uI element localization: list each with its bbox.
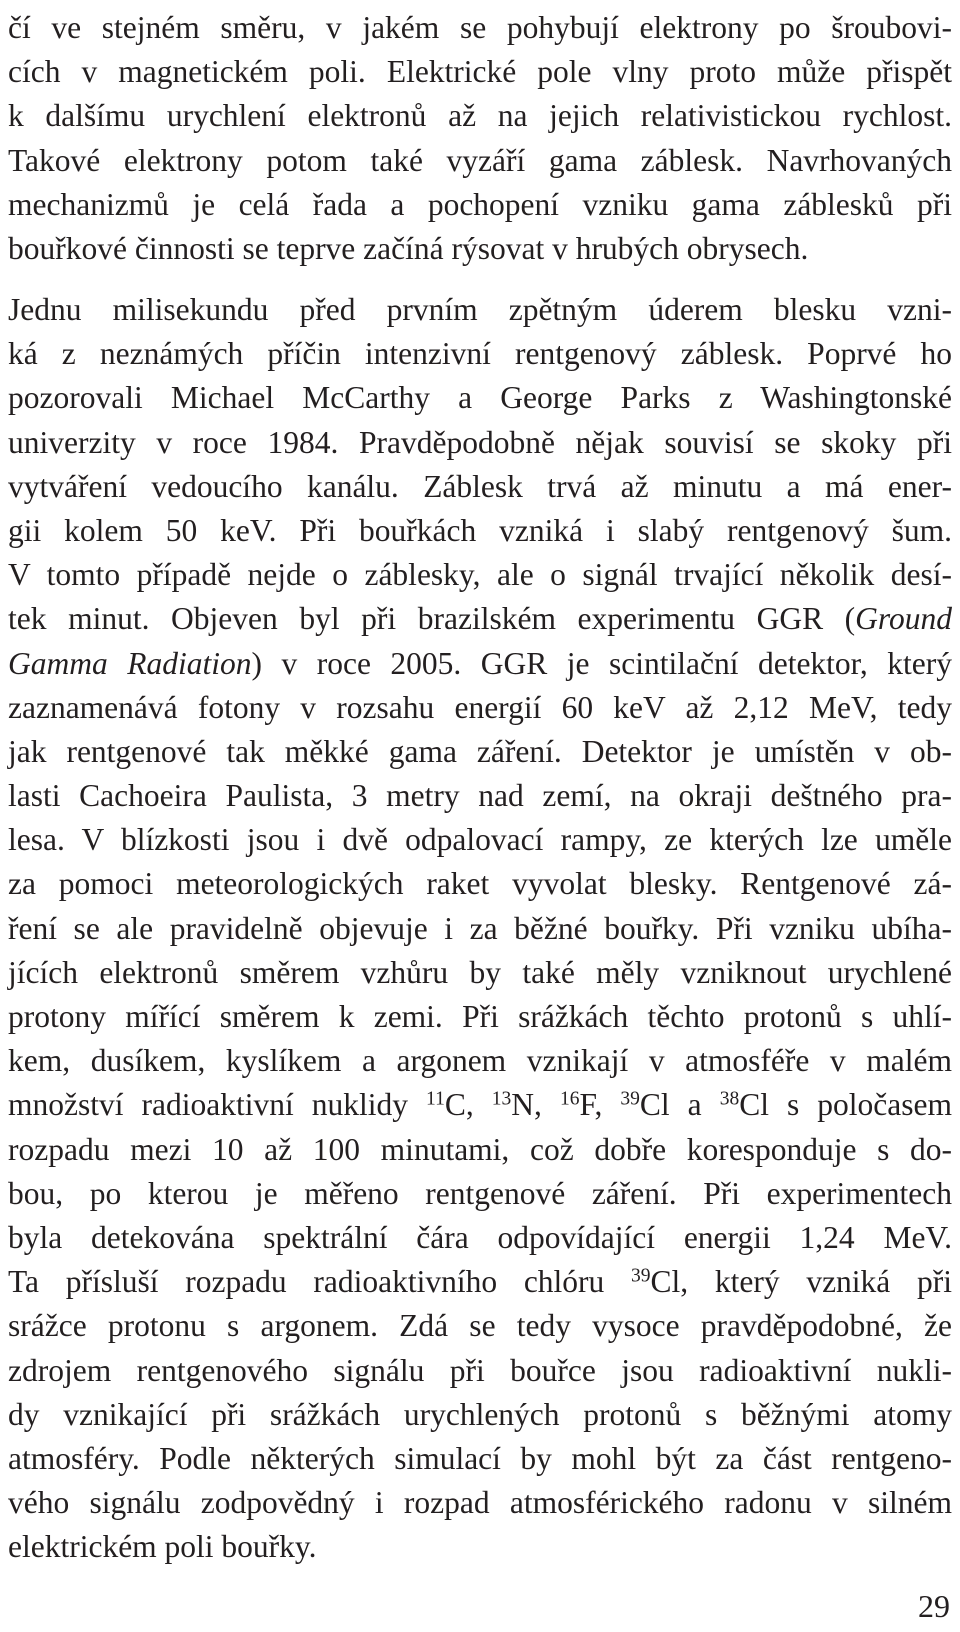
text-line: čí ve stejném směru, v jakém se pohybují elektrony po šroubovi- <box>8 10 952 45</box>
text-line-isotopes <box>8 1083 952 1127</box>
text-line <box>8 597 952 641</box>
text-line: atmosféry. Podle některých simulací by mohl být za část rentgeno- <box>8 1440 952 1476</box>
italic-term: Gamma Radiation <box>8 645 252 681</box>
mass-number: 11 <box>426 1088 445 1110</box>
paragraph-1 <box>8 6 952 271</box>
text-line: lesa. V blízkosti jsou i dvě odpalovací rampy, ze kterých lze uměle <box>8 822 952 858</box>
text-line: rozpadu mezi 10 až 100 minutami, což dobře koresponduje s do- <box>8 1131 952 1167</box>
text-line: bou, po kterou je měřeno rentgenové záření. Při experimentech <box>8 1175 952 1211</box>
mass-number: 39 <box>631 1265 651 1287</box>
text-line: kem, dusíkem, kyslíkem a argonem vznikají v atmosféře v malém <box>8 1043 952 1079</box>
text-line: pozorovali Michael McCarthy a George Parks z Washingtonské <box>8 380 952 416</box>
text-line: V tomto případě nejde o záblesky, ale o signál trvající několik desí- <box>8 557 952 593</box>
paragraph-2 <box>8 288 952 1569</box>
text-run: ) v roce 2005. GGR je scintilační detektor, který <box>251 645 953 681</box>
text-line: Jednu milisekundu před prvním zpětným úderem blesku vzni- <box>8 292 952 327</box>
text-run: Cl, který vzniká při <box>650 1264 952 1300</box>
text-line: zaznamenává fotony v rozsahu energií 60 keV až 2,12 MeV, tedy <box>8 689 952 725</box>
text-run: Ta přísluší rozpadu radioaktivního chlóru <box>8 1264 632 1300</box>
text-run: Cl a <box>639 1087 720 1123</box>
text-line: gii kolem 50 keV. Při bouřkách vzniká i slabý rentgenový šum. <box>8 512 952 548</box>
italic-term: Ground <box>855 601 952 637</box>
text-line: protony mířící směrem k zemi. Při srážkách těchto protonů s uhlí- <box>8 999 952 1034</box>
text-run: N, <box>511 1087 560 1123</box>
mass-number: 13 <box>491 1088 512 1110</box>
text-run: množství radioaktivní nuklidy <box>8 1087 427 1123</box>
text-run: F, <box>579 1087 621 1123</box>
text-run: tek minut. Objeven byl při brazilském experimentu GGR ( <box>8 601 856 637</box>
text-line: ření se ale pravidelně objevuje i za běžné bouřky. Při vzniku ubíha- <box>8 910 952 946</box>
text-line: dy vznikající při srážkách urychlených protonů s běžnými atomy <box>8 1396 952 1432</box>
text-line: srážce protonu s argonem. Zdá se tedy vysoce pravděpodobné, že <box>8 1308 952 1344</box>
text-line-chlorine <box>8 1260 952 1304</box>
text-line: jících elektronů směrem vzhůru by také měly vzniknout urychlené <box>8 954 952 990</box>
text-line: ká z neznámých příčin intenzivní rentgenový záblesk. Poprvé ho <box>8 336 952 372</box>
text-line: lasti Cachoeira Paulista, 3 metry nad zemí, na okraji deštného pra- <box>8 778 952 814</box>
text-line: byla detekována spektrální čára odpovídající energii 1,24 MeV. <box>8 1219 952 1255</box>
text-line: vého signálu zodpovědný i rozpad atmosférického radonu v silném <box>8 1485 952 1521</box>
text-run: Cl s poločasem <box>739 1087 952 1123</box>
mass-number: 16 <box>559 1088 580 1110</box>
page-number: 29 <box>918 1588 950 1624</box>
text-line: cích v magnetickém poli. Elektrické pole vlny proto může přispět <box>8 54 952 90</box>
text-line: bouřkové činnosti se teprve začíná rýsovat v hrubých obrysech. <box>8 230 809 266</box>
text-line: mechanizmů je celá řada a pochopení vzniku gama záblesků při <box>8 186 952 222</box>
text-line: univerzity v roce 1984. Pravděpodobně nějak souvisí se skoky při <box>8 424 952 460</box>
text-line: zdrojem rentgenového signálu při bouřce jsou radioaktivní nukli- <box>8 1352 952 1388</box>
mass-number: 38 <box>719 1088 740 1110</box>
text-line: k dalšímu urychlení elektronů až na jejich relativistickou rychlost. <box>8 98 952 134</box>
text-run: C, <box>444 1087 492 1123</box>
text-line: Takové elektrony potom také vyzáří gama záblesk. Navrhovaných <box>8 142 952 178</box>
text-line: za pomoci meteorologických raket vyvolat blesky. Rentgenové zá- <box>8 866 952 902</box>
text-line: jak rentgenové tak měkké gama záření. Detektor je umístěn v ob- <box>8 733 952 769</box>
text-line: vytváření vedoucího kanálu. Záblesk trvá až minutu a má ener- <box>8 468 952 504</box>
text-line <box>8 642 952 686</box>
mass-number: 39 <box>620 1088 640 1110</box>
text-line: elektrickém poli bouřky. <box>8 1529 317 1565</box>
